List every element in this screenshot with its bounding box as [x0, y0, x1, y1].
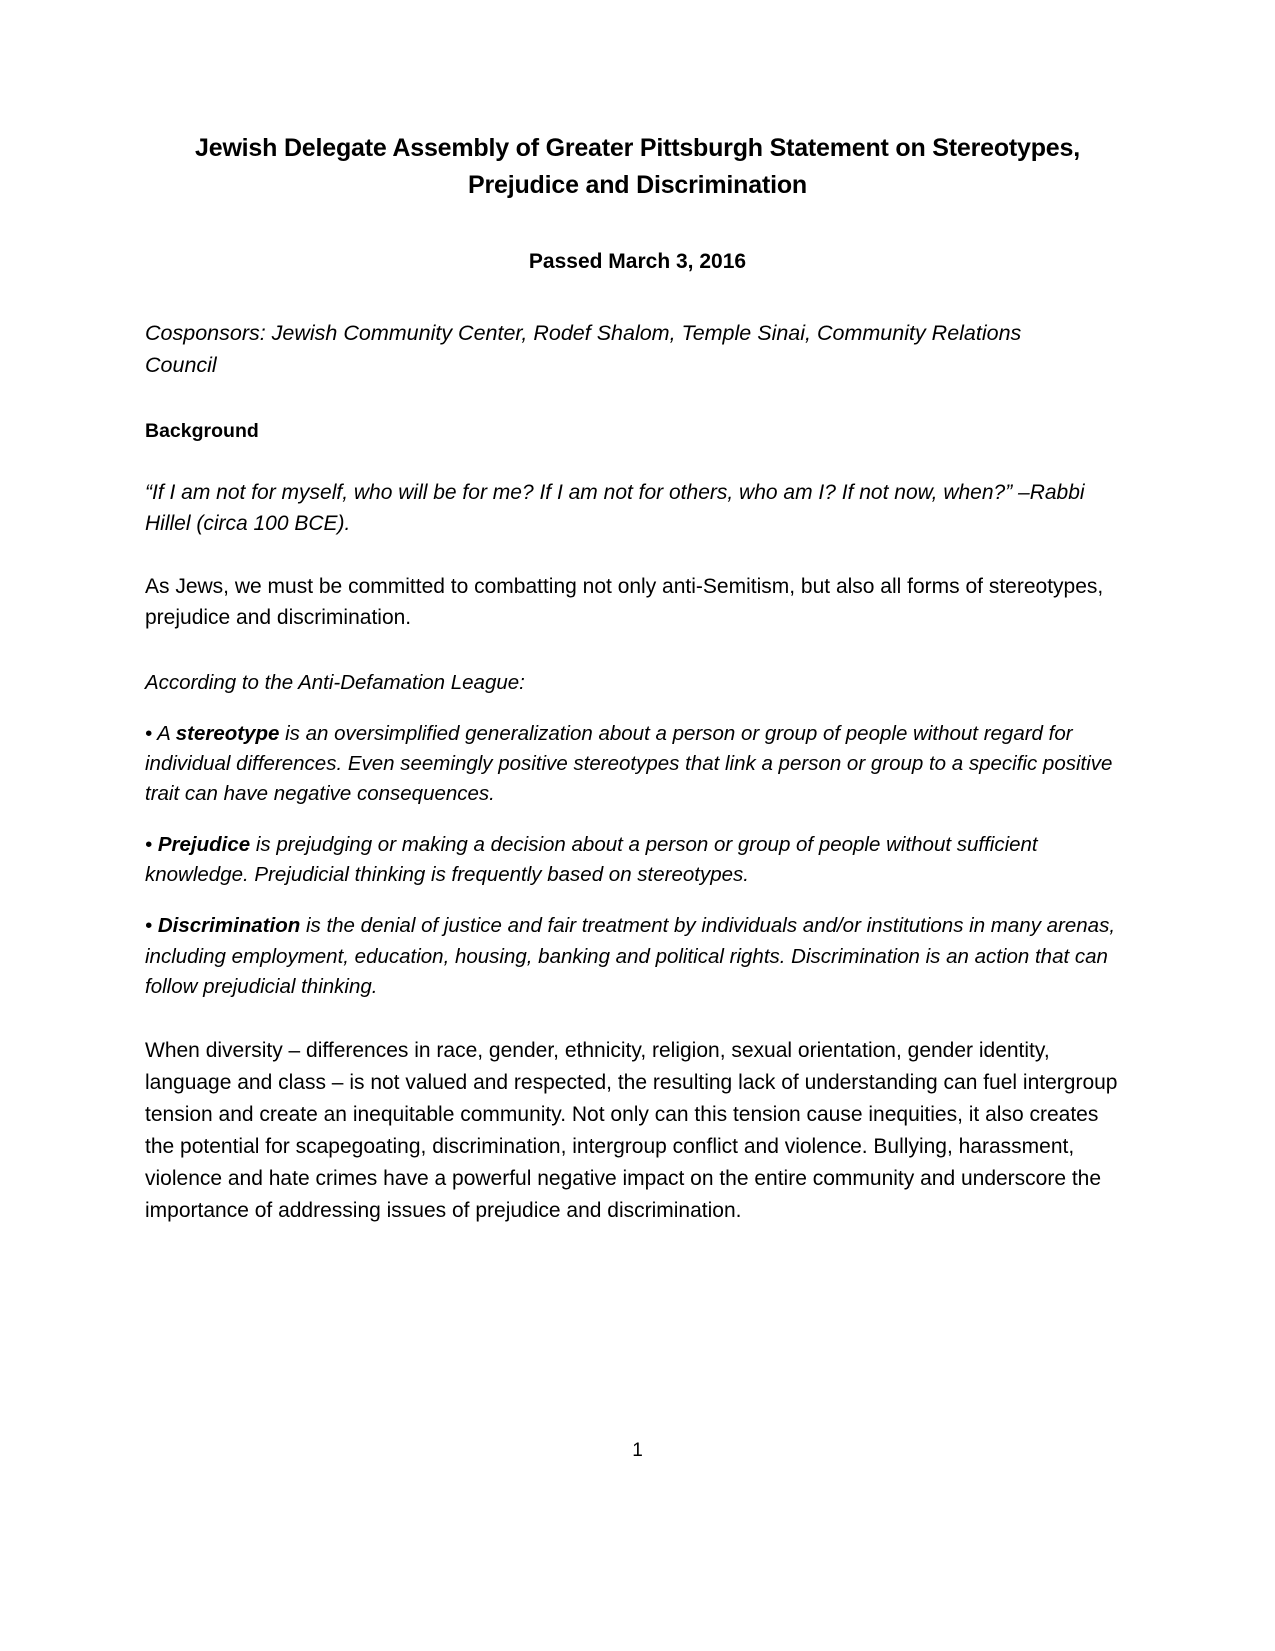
definition-body: is the denial of justice and fair treatment by individuals and/or institutions in many arenas, including employment, education, housing, banking and political rights. Discrimination is an action that can follow prejudicial thinking.	[145, 914, 1116, 998]
page-title: Jewish Delegate Assembly of Greater Pittsburgh Statement on Stereotypes, Prejudice and Discrimination	[195, 134, 1080, 199]
definition-discrimination	[145, 911, 1130, 1002]
bullet-lead: • A	[145, 721, 176, 745]
definition-stereotype	[145, 719, 1130, 810]
page-number: 1	[632, 1440, 643, 1461]
cosponsors-line: Cosponsors: Jewish Community Center, Rodef Shalom, Temple Sinai, Community Relations Council	[145, 321, 1022, 377]
hillel-quote: “If I am not for myself, who will be for me? If I am not for others, who am I? If not now, when?” –Rabbi Hillel (circa 100 BCE).	[145, 480, 1085, 535]
diversity-paragraph: When diversity – differences in race, gender, ethnicity, religion, sexual orientation, gender identity, language and class – is not valued and respected, the resulting lack of understanding can fuel intergroup tension and create an inequitable community. Not only can this tension cause inequities, it also creates the potential for scapegoating, discrimination, intergroup conflict and violence. Bullying, harassment, violence and hate crimes have a powerful negative impact on the entire community and underscore the importance of addressing issues of prejudice and discrimination.	[145, 1039, 1118, 1222]
definition-term: Prejudice	[157, 833, 251, 857]
definition-term: stereotype	[175, 721, 280, 745]
definition-prejudice	[145, 830, 1130, 891]
bullet-lead: •	[145, 914, 158, 938]
definition-term: Discrimination	[157, 914, 301, 938]
definition-body: is prejudging or making a decision about a person or group of people without sufficient knowledge. Prejudicial thinking is frequently based on stereotypes.	[145, 833, 1038, 887]
passed-date: Passed March 3, 2016	[528, 250, 747, 273]
bullet-lead: •	[145, 833, 158, 857]
commitment-paragraph: As Jews, we must be committed to combatting not only anti-Semitism, but also all forms of stereotypes, prejudice and discrimination.	[145, 574, 1104, 630]
background-heading: Background	[145, 419, 259, 442]
definition-body: is an oversimplified generalization about a person or group of people without regard for individual differences. Even seemingly positive stereotypes that link a person or group to a specific positive trait can have negative consequences.	[145, 721, 1113, 806]
adl-intro: According to the Anti-Defamation League:	[145, 670, 525, 694]
